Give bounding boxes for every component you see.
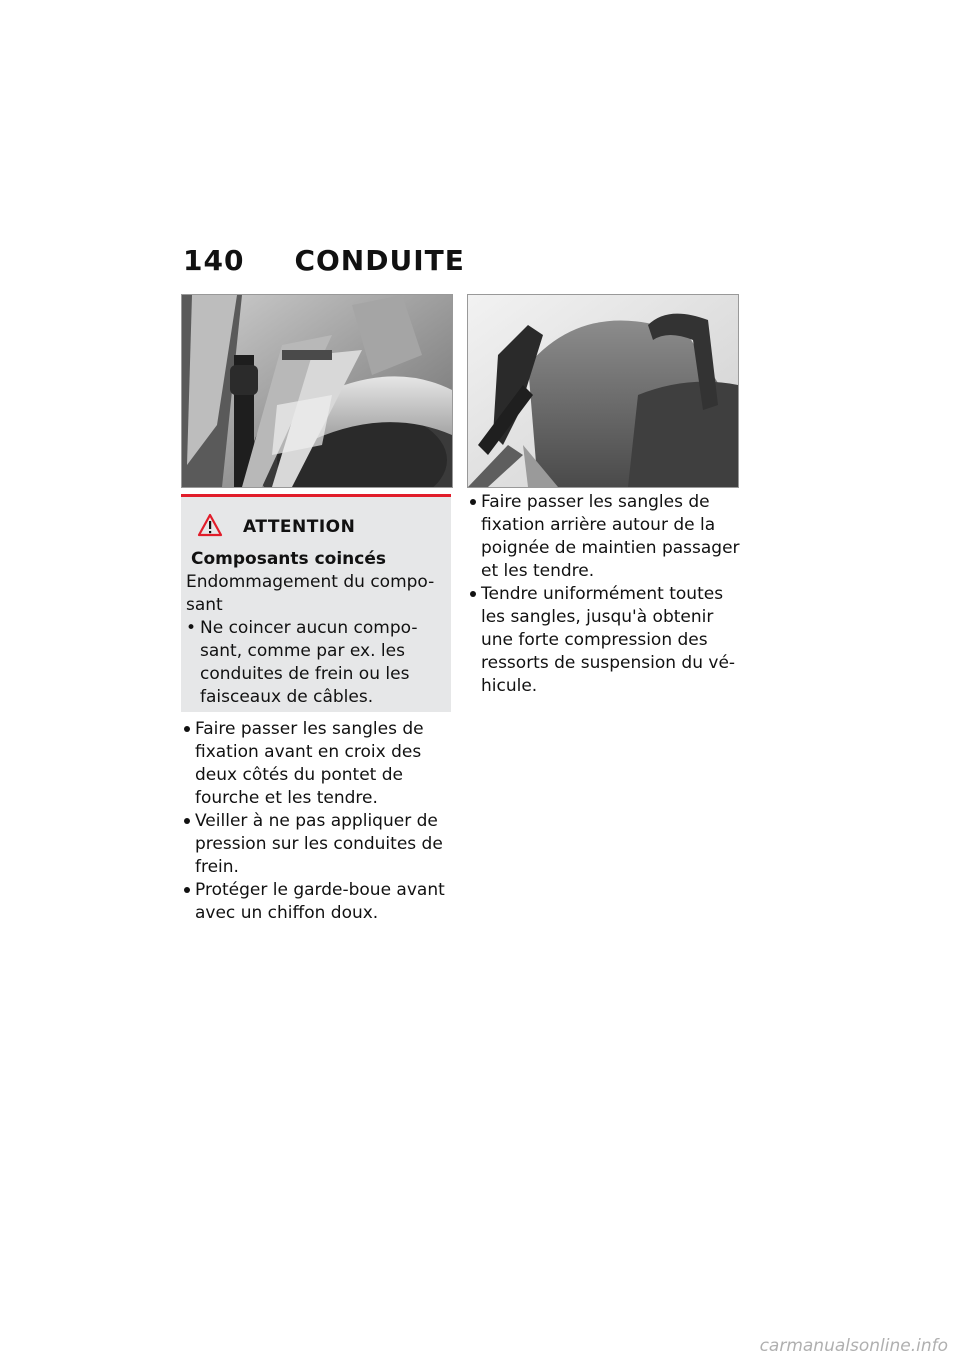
- front-fender-photo: [181, 294, 453, 488]
- list-item-line: fixation avant en croix des: [195, 742, 422, 762]
- list-item-line: poignée de maintien passager: [481, 538, 740, 558]
- front-instructions-list: [183, 718, 455, 925]
- list-item-line: fourche et les tendre.: [195, 788, 378, 808]
- rear-seat-photo: [467, 294, 739, 488]
- list-item-line: fixation arrière autour de la: [481, 515, 716, 535]
- warning-triangle-icon: [197, 513, 223, 541]
- warning-instruction-line: • Ne coincer aucun compo-: [200, 618, 418, 638]
- source-watermark-link[interactable]: carmanualsonline.info: [759, 1336, 948, 1356]
- list-item: [183, 718, 455, 810]
- list-item-line: Faire passer les sangles de: [195, 719, 424, 739]
- rear-seat-illustration: [468, 295, 738, 487]
- list-item-line: ressorts de suspension du vé-: [481, 653, 736, 673]
- list-item-line: deux côtés du pontet de: [195, 765, 404, 785]
- warning-consequence-line: Endommagement du compo-: [186, 572, 435, 592]
- warning-instruction-line: conduites de frein ou les: [200, 664, 410, 684]
- list-item-line: Protéger le garde-boue avant: [195, 880, 445, 900]
- page-header: [183, 240, 465, 280]
- list-item-line: Faire passer les sangles de: [481, 492, 710, 512]
- list-item-line: avec un chiffon doux.: [195, 903, 379, 923]
- warning-box: [181, 494, 451, 712]
- list-item-line: les sangles, jusqu'à obtenir: [481, 607, 714, 627]
- list-item-line: Veiller à ne pas appliquer de: [195, 811, 438, 831]
- warning-header: [197, 513, 355, 541]
- warning-body: [186, 571, 448, 709]
- list-item-line: pression sur les conduites de: [195, 834, 443, 854]
- warning-subtitle: Composants coincés: [191, 549, 386, 569]
- warning-title: ATTENTION: [243, 517, 356, 537]
- warning-consequence-line: sant: [186, 595, 223, 615]
- page-number: 140: [183, 243, 245, 277]
- list-item: [469, 583, 741, 698]
- front-fender-illustration: [182, 295, 452, 487]
- rear-instructions-list: [469, 491, 741, 698]
- warning-instruction: [186, 617, 448, 709]
- list-item-line: Tendre uniformément toutes: [481, 584, 724, 604]
- list-item: [183, 810, 455, 879]
- list-item: [183, 879, 455, 925]
- list-item-line: frein.: [195, 857, 239, 877]
- warning-instruction-line: sant, comme par ex. les: [200, 641, 405, 661]
- list-item-line: hicule.: [481, 676, 538, 696]
- list-item-line: une forte compression des: [481, 630, 708, 650]
- chapter-title: CONDUITE: [294, 243, 465, 277]
- list-item-line: et les tendre.: [481, 561, 595, 581]
- list-item: [469, 491, 741, 583]
- warning-instruction-line: faisceaux de câbles.: [200, 687, 374, 707]
